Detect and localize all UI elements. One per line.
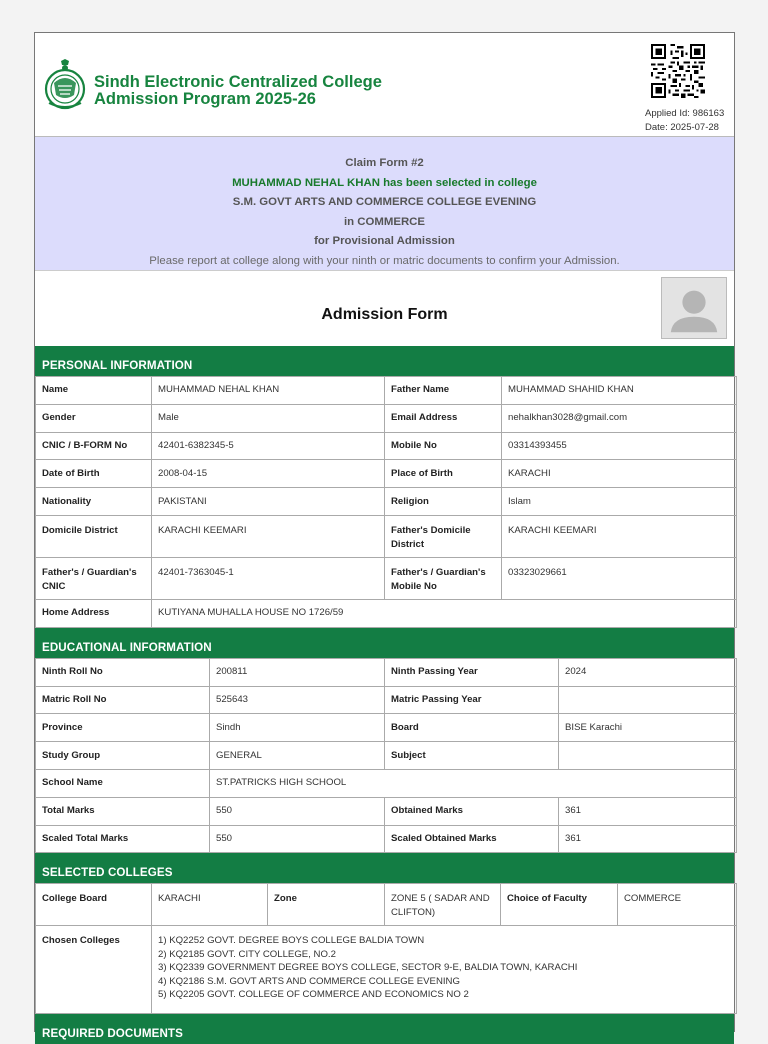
education-section-header: EDUCATIONAL INFORMATION bbox=[35, 628, 734, 658]
user-avatar-icon bbox=[661, 277, 727, 339]
claim-instruction: Please report at college along with your ninth or matric documents to confirm your Admission. bbox=[149, 254, 620, 267]
faculty-choice-value: COMMERCE bbox=[618, 884, 737, 926]
form-title: Admission Form bbox=[321, 306, 448, 323]
scaled-total-label: Scaled Total Marks bbox=[36, 825, 210, 853]
chosen-colleges-label: Chosen Colleges bbox=[36, 926, 152, 1014]
selected-faculty: in COMMERCE bbox=[344, 215, 425, 228]
program-title-line2: Admission Program 2025-26 bbox=[94, 90, 316, 108]
matric-year-value bbox=[559, 686, 737, 714]
table-row bbox=[36, 769, 737, 797]
student-name: MUHAMMAD NEHAL KHAN bbox=[232, 176, 380, 189]
table-row bbox=[36, 557, 737, 599]
application-meta bbox=[645, 107, 724, 135]
total-marks-value: 550 bbox=[210, 797, 385, 825]
cnic-label: CNIC / B-FORM No bbox=[36, 432, 152, 460]
domicile-value: KARACHI KEEMARI bbox=[152, 515, 385, 557]
email-label: Email Address bbox=[385, 404, 502, 432]
total-marks-label: Total Marks bbox=[36, 797, 210, 825]
ninth-roll-value: 200811 bbox=[210, 658, 385, 686]
table-row bbox=[36, 515, 737, 557]
personal-section-header: PERSONAL INFORMATION bbox=[35, 346, 734, 376]
father-name-value: MUHAMMAD SHAHID KHAN bbox=[502, 377, 737, 405]
dob-value: 2008-04-15 bbox=[152, 460, 385, 488]
name-label: Name bbox=[36, 377, 152, 405]
table-row bbox=[36, 377, 737, 405]
table-row bbox=[36, 742, 737, 770]
ninth-roll-label: Ninth Roll No bbox=[36, 658, 210, 686]
list-item: 1) KQ2252 GOVT. DEGREE BOYS COLLEGE BALDIA TOWN bbox=[158, 935, 425, 947]
list-item: 5) KQ2205 GOVT. COLLEGE OF COMMERCE AND ECONOMICS NO 2 bbox=[158, 988, 469, 1000]
father-domicile-value: KARACHI KEEMARI bbox=[502, 515, 737, 557]
board-label: Board bbox=[385, 714, 559, 742]
documents-section-header: REQUIRED DOCUMENTS bbox=[35, 1014, 734, 1044]
table-row bbox=[36, 432, 737, 460]
guardian-cnic-value: 42401-7363045-1 bbox=[152, 557, 385, 599]
father-name-label: Father Name bbox=[385, 377, 502, 405]
personal-info-table bbox=[35, 376, 737, 628]
father-domicile-label: Father's Domicile District bbox=[385, 515, 502, 557]
subject-label: Subject bbox=[385, 742, 559, 770]
nationality-label: Nationality bbox=[36, 488, 152, 516]
pob-label: Place of Birth bbox=[385, 460, 502, 488]
scaled-obtained-label: Scaled Obtained Marks bbox=[385, 825, 559, 853]
applied-id: Applied Id: 986163 bbox=[645, 108, 725, 119]
colleges-section-header: SELECTED COLLEGES bbox=[35, 853, 734, 883]
sindh-emblem-icon bbox=[41, 59, 89, 111]
scaled-obtained-value: 361 bbox=[559, 825, 737, 853]
table-row bbox=[36, 797, 737, 825]
zone-label: Zone bbox=[268, 884, 385, 926]
board-value: BISE Karachi bbox=[559, 714, 737, 742]
admission-type: for Provisional Admission bbox=[314, 235, 455, 248]
obtained-marks-label: Obtained Marks bbox=[385, 797, 559, 825]
admission-form-page bbox=[34, 32, 735, 1041]
cnic-value: 42401-6382345-5 bbox=[152, 432, 385, 460]
guardian-mobile-value: 03323029661 bbox=[502, 557, 737, 599]
qr-code-icon bbox=[650, 44, 706, 98]
table-row bbox=[36, 926, 737, 1014]
list-item: 2) KQ2185 GOVT. CITY COLLEGE, NO.2 bbox=[158, 948, 336, 960]
mobile-value: 03314393455 bbox=[502, 432, 737, 460]
province-value: Sindh bbox=[210, 714, 385, 742]
school-name-value: ST.PATRICKS HIGH SCHOOL bbox=[210, 769, 737, 797]
matric-year-label: Matric Passing Year bbox=[385, 686, 559, 714]
table-row bbox=[36, 658, 737, 686]
school-name-label: School Name bbox=[36, 769, 210, 797]
scaled-total-value: 550 bbox=[210, 825, 385, 853]
table-row bbox=[36, 599, 737, 627]
table-row bbox=[36, 714, 737, 742]
table-row bbox=[36, 825, 737, 853]
table-row bbox=[36, 460, 737, 488]
ninth-year-label: Ninth Passing Year bbox=[385, 658, 559, 686]
home-address-value: KUTIYANA MUHALLA HOUSE NO 1726/59 bbox=[152, 599, 737, 627]
claim-title: Claim Form #2 bbox=[345, 157, 424, 169]
study-group-value: GENERAL bbox=[210, 742, 385, 770]
guardian-cnic-label: Father's / Guardian's CNIC bbox=[36, 557, 152, 599]
program-title bbox=[94, 74, 382, 108]
colleges-table bbox=[35, 883, 737, 1014]
college-board-value: KARACHI bbox=[152, 884, 268, 926]
name-value: MUHAMMAD NEHAL KHAN bbox=[152, 377, 385, 405]
table-row bbox=[36, 404, 737, 432]
table-row bbox=[36, 686, 737, 714]
college-board-label: College Board bbox=[36, 884, 152, 926]
nationality-value: PAKISTANI bbox=[152, 488, 385, 516]
dob-label: Date of Birth bbox=[36, 460, 152, 488]
header bbox=[35, 33, 734, 137]
province-label: Province bbox=[36, 714, 210, 742]
selected-text: has been selected in college bbox=[383, 176, 537, 189]
pob-value: KARACHI bbox=[502, 460, 737, 488]
education-info-table bbox=[35, 658, 737, 854]
program-title-line1: Sindh Electronic Centralized College bbox=[94, 73, 382, 91]
selected-college: S.M. GOVT ARTS AND COMMERCE COLLEGE EVENING bbox=[232, 196, 537, 209]
religion-value: Islam bbox=[502, 488, 737, 516]
guardian-mobile-label: Father's / Guardian's Mobile No bbox=[385, 557, 502, 599]
list-item: 4) KQ2186 S.M. GOVT ARTS AND COMMERCE COLLEGE EVENING bbox=[158, 975, 460, 987]
mobile-label: Mobile No bbox=[385, 432, 502, 460]
chosen-colleges-list bbox=[152, 926, 737, 1014]
home-address-label: Home Address bbox=[36, 599, 152, 627]
faculty-choice-label: Choice of Faculty bbox=[501, 884, 618, 926]
claim-banner bbox=[35, 137, 734, 270]
form-title-row bbox=[35, 270, 734, 346]
table-row bbox=[36, 884, 737, 926]
zone-value: ZONE 5 ( SADAR AND CLIFTON) bbox=[385, 884, 501, 926]
subject-value bbox=[559, 742, 737, 770]
list-item: 3) KQ2339 GOVERNMENT DEGREE BOYS COLLEGE, SECTOR 9-E, BALDIA TOWN, KARACHI bbox=[158, 962, 578, 974]
domicile-label: Domicile District bbox=[36, 515, 152, 557]
table-row bbox=[36, 488, 737, 516]
study-group-label: Study Group bbox=[36, 742, 210, 770]
gender-label: Gender bbox=[36, 404, 152, 432]
religion-label: Religion bbox=[385, 488, 502, 516]
ninth-year-value: 2024 bbox=[559, 658, 737, 686]
email-value: nehalkhan3028@gmail.com bbox=[502, 404, 737, 432]
application-date: Date: 2025-07-28 bbox=[645, 122, 719, 133]
matric-roll-value: 525643 bbox=[210, 686, 385, 714]
obtained-marks-value: 361 bbox=[559, 797, 737, 825]
matric-roll-label: Matric Roll No bbox=[36, 686, 210, 714]
gender-value: Male bbox=[152, 404, 385, 432]
